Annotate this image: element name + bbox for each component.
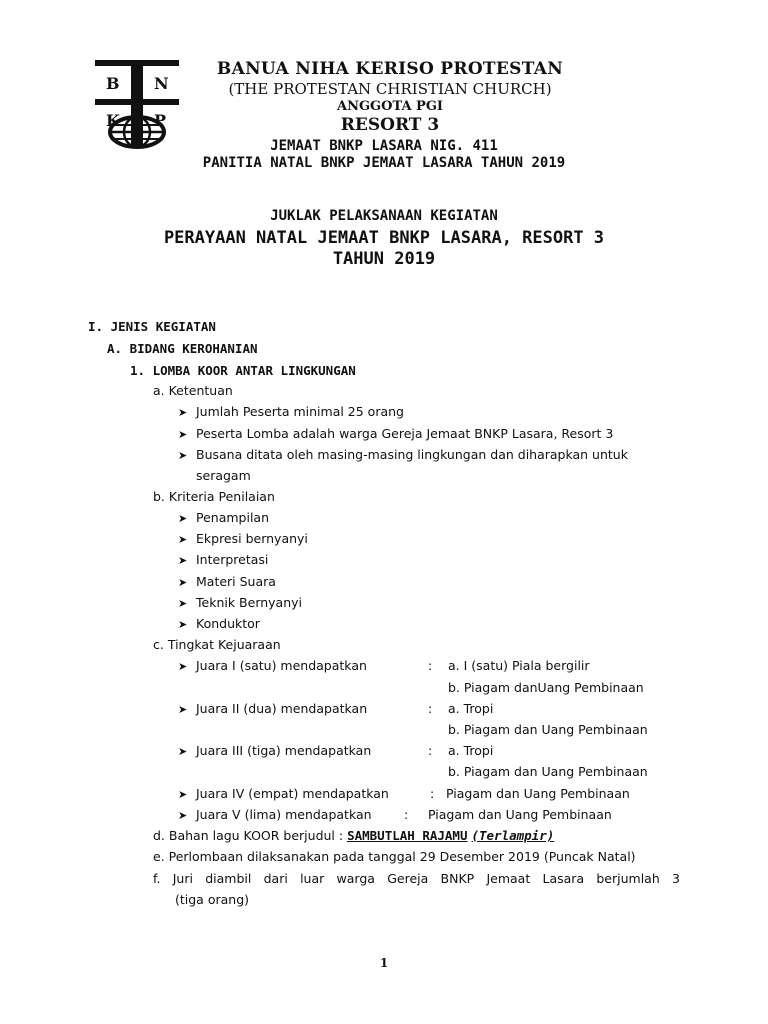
arrow-bullet-icon: ➤ [178, 618, 188, 631]
doc-title-line3: TAHUN 2019 [332, 249, 436, 269]
list-item: ➤ Materi Suara [178, 574, 276, 589]
prize-label: ➤ Juara II (dua) mendapatkan [178, 701, 368, 716]
section-heading-1: I. JENIS KEGIATAN [88, 319, 216, 334]
subsection-e: e. Perlombaan dilaksanakan pada tanggal 29 Desember 2019 (Puncak Natal) [153, 849, 636, 864]
logo-letter-n: N [154, 74, 169, 93]
arrow-bullet-icon: ➤ [178, 512, 188, 525]
prize-value: a. Tropi [448, 701, 494, 716]
arrow-bullet-icon: ➤ [178, 788, 188, 801]
org-name: BANUA NIHA KERISO PROTESTAN [216, 59, 564, 79]
arrow-bullet-icon: ➤ [178, 597, 188, 610]
subsection-a: a. Ketentuan [153, 383, 233, 398]
logo-letter-b: B [106, 74, 120, 93]
arrow-bullet-icon: ➤ [178, 533, 188, 546]
list-item: ➤ Jumlah Peserta minimal 25 orang [178, 404, 404, 419]
list-item: ➤ Interpretasi [178, 552, 269, 567]
subsection-b: b. Kriteria Penilaian [153, 489, 275, 504]
doc-title-line2: PERAYAAN NATAL JEMAAT BNKP LASARA, RESORT 3 [163, 228, 605, 248]
prize-value: b. Piagam danUang Pembinaan [448, 680, 644, 695]
prize-value: a. I (satu) Piala bergilir [448, 658, 590, 673]
prize-label: ➤ Juara III (tiga) mendapatkan [178, 743, 372, 758]
subsection-f: f. Juri diambil dari luar warga Gereja BNKP Jemaat Lasara berjumlah 3 [153, 871, 680, 886]
prize-value: b. Piagam dan Uang Pembinaan [448, 764, 648, 779]
section-heading-a: A. BIDANG KEROHANIAN [107, 341, 258, 356]
arrow-bullet-icon: ➤ [178, 428, 188, 441]
prize-separator: : [428, 701, 433, 716]
list-item: ➤ Penampilan [178, 510, 270, 525]
attachment-note: (Terlampir) [471, 828, 555, 843]
subsection-f-continuation: (tiga orang) [175, 892, 249, 907]
logo-letter-p: P [154, 111, 167, 130]
section-heading-1-1: 1. LOMBA KOOR ANTAR LINGKUNGAN [130, 363, 356, 378]
prize-separator: : [404, 807, 409, 822]
prize-label: ➤ Juara IV (empat) mendapatkan [178, 786, 389, 801]
arrow-bullet-icon: ➤ [178, 703, 188, 716]
resort-label: RESORT 3 [340, 115, 440, 135]
arrow-bullet-icon: ➤ [178, 809, 188, 822]
prize-value: Piagam dan Uang Pembinaan [428, 807, 612, 822]
prize-value: Piagam dan Uang Pembinaan [446, 786, 630, 801]
page-number: 1 [379, 956, 389, 970]
arrow-bullet-icon: ➤ [178, 745, 188, 758]
jemaat-label: JEMAAT BNKP LASARA NIG. 411 [270, 138, 498, 154]
arrow-bullet-icon: ➤ [178, 406, 188, 419]
list-item-continuation: seragam [196, 468, 251, 483]
arrow-bullet-icon: ➤ [178, 554, 188, 567]
prize-value: a. Tropi [448, 743, 494, 758]
subsection-c: c. Tingkat Kejuaraan [153, 637, 281, 652]
prize-separator: : [428, 658, 433, 673]
arrow-bullet-icon: ➤ [178, 576, 188, 589]
logo-letter-k: K [106, 111, 120, 130]
prize-value: b. Piagam dan Uang Pembinaan [448, 722, 648, 737]
list-item: ➤ Peserta Lomba adalah warga Gereja Jemaat BNKP Lasara, Resort 3 [178, 426, 614, 441]
list-item: ➤ Konduktor [178, 616, 260, 631]
subsection-d: d. Bahan lagu KOOR berjudul : SAMBUTLAH RAJAMU (Terlampir) [153, 828, 555, 843]
prize-label: ➤ Juara V (lima) mendapatkan [178, 807, 372, 822]
list-item: ➤ Ekpresi bernyanyi [178, 531, 308, 546]
prize-separator: : [430, 786, 435, 801]
panitia-label: PANITIA NATAL BNKP JEMAAT LASARA TAHUN 2019 [202, 155, 566, 171]
song-title: SAMBUTLAH RAJAMU [347, 828, 468, 843]
arrow-bullet-icon: ➤ [178, 449, 188, 462]
member-label: ANGGOTA PGI [336, 99, 444, 114]
bnkp-logo [92, 56, 182, 150]
doc-title-line1: JUKLAK PELAKSANAAN KEGIATAN [270, 208, 498, 224]
prize-label: ➤ Juara I (satu) mendapatkan [178, 658, 367, 673]
list-item: ➤ Busana ditata oleh masing-masing lingkungan dan diharapkan untuk [178, 447, 628, 462]
org-name-english: (THE PROTESTAN CHRISTIAN CHURCH) [228, 80, 552, 98]
list-item: ➤ Teknik Bernyanyi [178, 595, 303, 610]
arrow-bullet-icon: ➤ [178, 660, 188, 673]
prize-separator: : [428, 743, 433, 758]
